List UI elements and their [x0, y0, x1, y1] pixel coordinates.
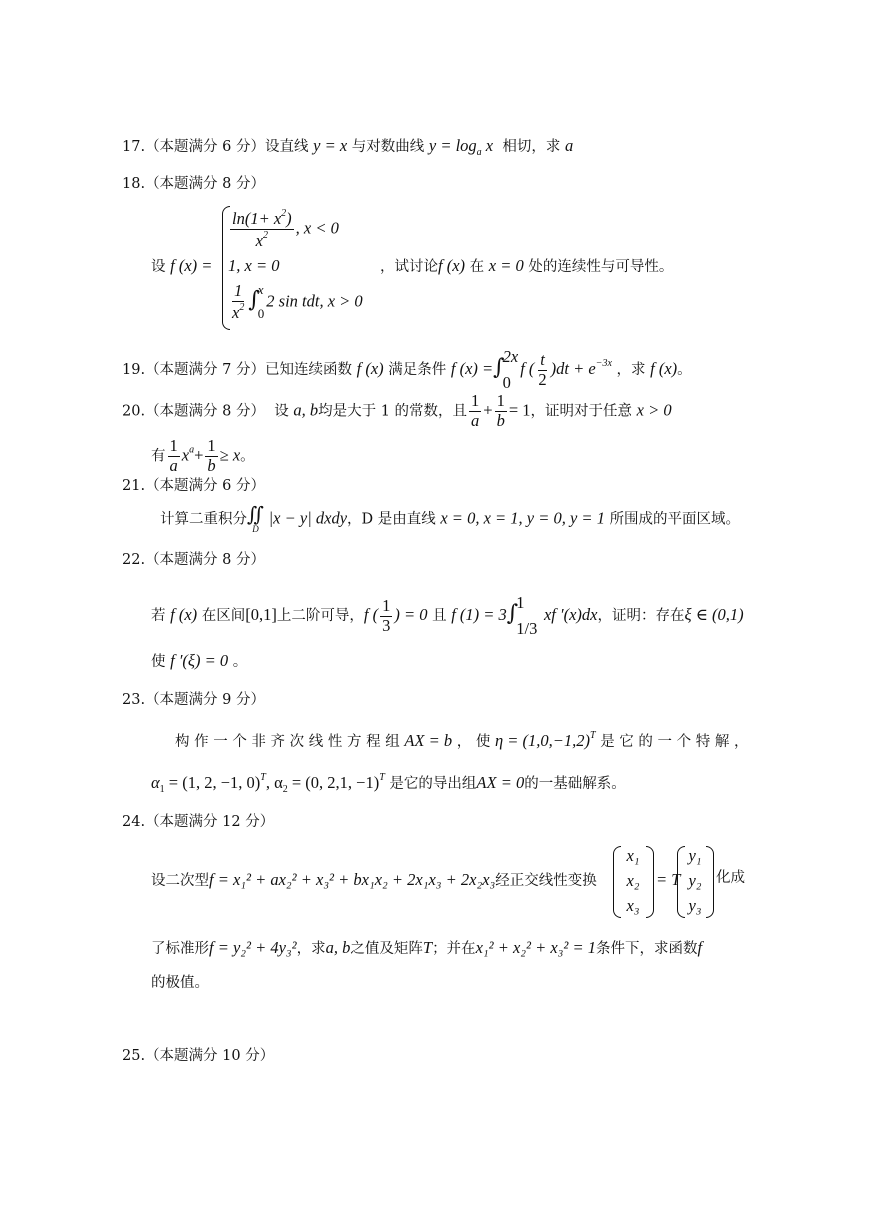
- matrix-x-right-paren: [646, 846, 654, 918]
- question-21-header: 21.（本题满分 6 分）: [122, 478, 266, 494]
- question-24-header: 24.（本题满分 12 分）: [122, 814, 275, 830]
- question-25-header: 25.（本题满分 10 分）: [122, 1048, 275, 1064]
- q21-body: 计算二重积分 ∬ D |x − y| dxdy，D 是由直线 x = 0, x = 1, y = 0, y = 1 所围成的平面区域。: [160, 502, 741, 534]
- question-17: 17.（本题满分 6 分）设直线 y = x 与对数曲线 $y = \log_a x$ 相切，求 a: [122, 136, 574, 158]
- q17-number: 17.: [122, 139, 146, 155]
- matrix-x: x₁ x₂ x₃: [626, 846, 640, 915]
- matrix-equals-T: = T: [656, 870, 681, 889]
- q22-body: 若 f (x) 在区间[0,1]上二阶可导，f ( $\frac{1}{3}$ ) = 0 且 f (1) = 3∫ 1 1/3 xf ′(x)dx，证明：存在ξ ∈ (0,1): [151, 593, 744, 639]
- q18-case-1: $\frac{\ln(1+ x^2)}{x^2}$ , x < 0: [232, 208, 339, 250]
- q22-conclusion: 使 f ′(ξ) = 0 。: [151, 651, 248, 670]
- question-20: 20.（本题满分 8 分） 设 a, b均是大于 1 的常数，且 $\frac{1}{a}$ + $\frac{1}{b}$ = 1，证明对于任意 x > 0: [122, 391, 672, 430]
- matrix-y: y₁ y₂ y₃: [688, 846, 702, 915]
- q23-body-line1: 构 作 一 个 非 齐 次 线 性 方 程 组 AX = b ， 使 $\eta = (1,0,-1,2)^T$ 是 它 的 一 个 特 解 ，: [175, 730, 749, 750]
- q24-body-line1: 设二次型f = x₁² + ax₂² + x₃² + bx₁x₂ + 2x₁x₃ + 2x₂x₃经正交线性变换: [151, 870, 597, 889]
- q18-question: ，试讨论f (x) 在 x = 0 处的连续性与可导性。: [380, 256, 674, 275]
- question-22-header: 22.（本题满分 8 分）: [122, 552, 266, 568]
- question-23-header: 23.（本题满分 9 分）: [122, 692, 266, 708]
- integral-sign: ∫: [248, 287, 260, 313]
- q20-inequality: 有 $\frac{1}{a}$ $x^a+$ $\frac{1}{b}$ ≥ x。: [151, 436, 255, 475]
- q24-body-line1-tail: 化成: [716, 870, 745, 886]
- q23-body-line2: $\alpha_1 = (1$, 2, −1, 0)$^T$, $\alpha_2 = (0$, 2,1, −1)$^T$ 是它的导出组AX = 0的一基础解系。: [151, 772, 626, 795]
- question-18-header: 18.（本题满分 8 分）: [122, 176, 266, 192]
- matrix-y-right-paren: [706, 846, 714, 918]
- q24-body-line2: 了标准形f = y₂² + 4y₃²，求a, b之值及矩阵T；并在x₁² + x₂² + x₃² = 1条件下，求函数f: [151, 938, 703, 957]
- q18-lhs: 设 f (x) =: [151, 256, 213, 275]
- q24-body-line3: 的极值。: [151, 975, 209, 991]
- q17-score: （本题满分 6 分）: [145, 139, 266, 155]
- q18-case-2: 1, x = 0: [228, 256, 280, 275]
- question-19: 19.（本题满分 7 分）已知连续函数 f (x) 满足条件 f (x) =∫ 2x 0 f ( $\frac{t}{2}$ )$dt + e^{-3x}$ ，求 f (x)。: [122, 347, 692, 393]
- q18-case-3: $\frac{1}{x^2}$ ∫ x 0 2 sin tdt, x > 0: [232, 281, 363, 322]
